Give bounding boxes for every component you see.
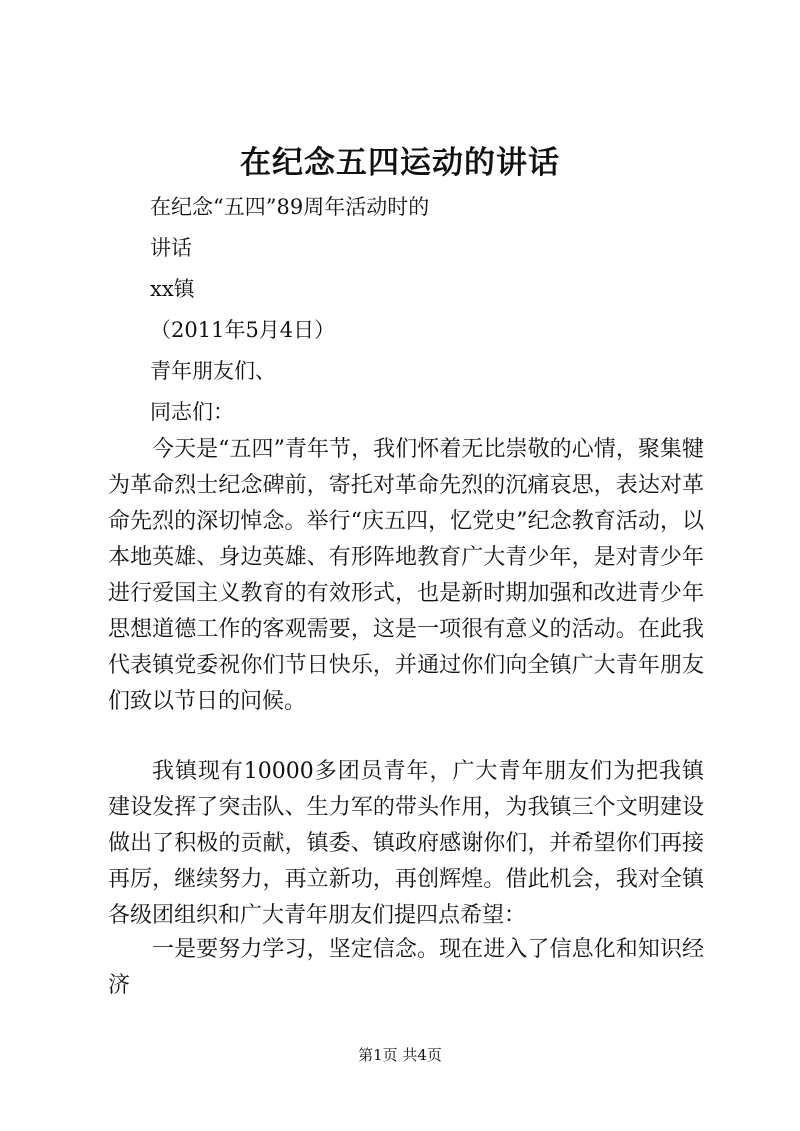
paragraph-1: 今天是“五四”青年节，我们怀着无比崇敬的心情，聚集犍为革命烈士纪念碑前，寄托对革命先烈的沉痛哀思，表达对革命先烈的深切悼念。举行“庆五四，忆党史”纪念教育活动，以本地英雄、身边英雄、有形阵地教育广大青少年，是对青少年进行爱国主义教育的有效形式，也是新时期加强和改进青少年思想道德工作的客观需要，这是一项很有意义的活动。在此我代表镇党委祝你们节日快乐，并通过你们向全镇广大青年朋友们致以节日的问候。	[108, 437, 704, 714]
salutation-line-1: 青年朋友们、	[150, 359, 276, 383]
salutation-line-2: 同志们：	[150, 400, 234, 424]
subtitle-line-2: 讲话	[150, 236, 192, 260]
subtitle-line-1: 在纪念“五四”89周年活动时的	[150, 195, 430, 219]
document-title: 在纪念五四运动的讲话	[240, 145, 560, 181]
paragraph-3: 一是要努力学习，坚定信念。现在进入了信息化和知识经济	[108, 937, 704, 998]
date-line: （2011年5月4日）	[150, 318, 336, 342]
page-footer: 第1页 共4页	[358, 1046, 442, 1064]
organization-line: xx镇	[150, 277, 195, 301]
paragraph-2: 我镇现有10000多团员青年，广大青年朋友们为把我镇建设发挥了突击队、生力军的带头作用，为我镇三个文明建设做出了积极的贡献，镇委、镇政府感谢你们，并希望你们再接再厉，继续努力，再立新功，再创辉煌。借此机会，我对全镇各级团组织和广大青年朋友们提四点希望：	[108, 759, 704, 928]
